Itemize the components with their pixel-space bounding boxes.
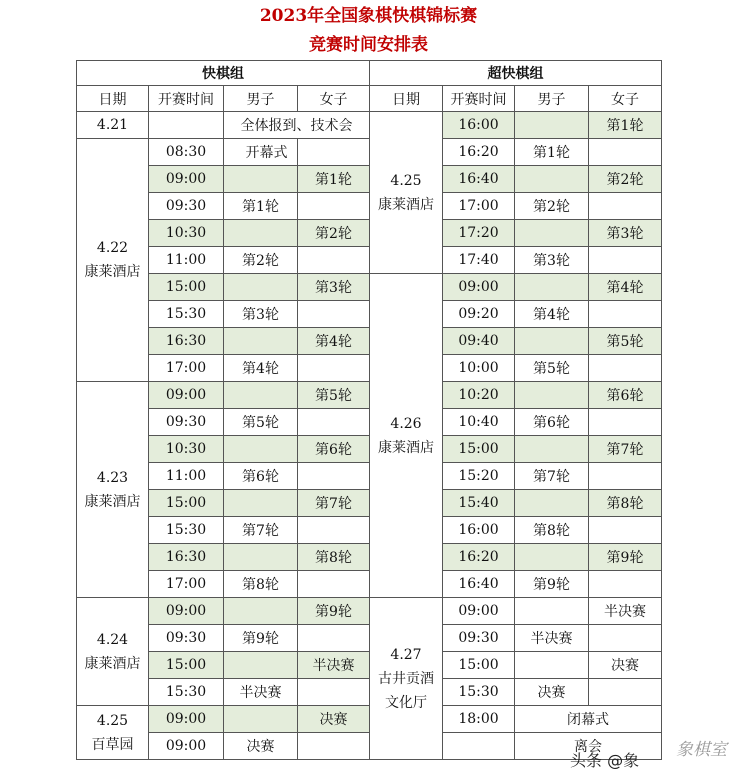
men-cell <box>224 328 298 355</box>
men-cell: 第1轮 <box>515 139 589 166</box>
men-cell: 半决赛 <box>515 625 589 652</box>
women-cell: 第7轮 <box>298 490 370 517</box>
time-cell: 10:30 <box>149 220 224 247</box>
time-cell: 16:20 <box>443 544 515 571</box>
women-cell: 第4轮 <box>589 274 662 301</box>
time-cell: 09:00 <box>149 166 224 193</box>
time-cell: 15:00 <box>149 490 224 517</box>
departure-cell: 离会 <box>515 733 662 760</box>
women-cell <box>298 139 370 166</box>
men-cell: 第2轮 <box>515 193 589 220</box>
time-cell: 10:20 <box>443 382 515 409</box>
women-cell: 第8轮 <box>298 544 370 571</box>
women-cell <box>298 517 370 544</box>
women-cell <box>589 463 662 490</box>
men-cell: 决赛 <box>515 679 589 706</box>
men-cell <box>224 490 298 517</box>
time-cell: 15:00 <box>443 436 515 463</box>
women-cell: 第5轮 <box>589 328 662 355</box>
date-cell: 4.26 康莱酒店 <box>370 274 443 598</box>
women-cell <box>589 571 662 598</box>
time-cell: 15:00 <box>443 652 515 679</box>
header-time: 开赛时间 <box>149 86 224 112</box>
women-cell: 第3轮 <box>298 274 370 301</box>
men-cell: 半决赛 <box>224 679 298 706</box>
women-cell: 第6轮 <box>589 382 662 409</box>
time-cell: 15:00 <box>149 652 224 679</box>
women-cell <box>589 139 662 166</box>
women-cell: 第4轮 <box>298 328 370 355</box>
time-cell: 11:00 <box>149 463 224 490</box>
time-cell: 15:00 <box>149 274 224 301</box>
time-cell: 17:00 <box>149 571 224 598</box>
women-cell: 第1轮 <box>589 112 662 139</box>
time-cell: 15:30 <box>149 679 224 706</box>
section-fast: 快棋组 <box>77 61 370 86</box>
men-cell <box>515 490 589 517</box>
men-cell: 第5轮 <box>224 409 298 436</box>
time-cell: 16:00 <box>443 517 515 544</box>
date-cell: 4.21 <box>77 112 149 139</box>
time-cell: 09:00 <box>149 598 224 625</box>
women-cell <box>589 625 662 652</box>
header-time: 开赛时间 <box>443 86 515 112</box>
men-cell <box>224 382 298 409</box>
men-cell <box>224 598 298 625</box>
date-cell: 4.25 康莱酒店 <box>370 112 443 274</box>
time-cell: 15:30 <box>443 679 515 706</box>
time-cell: 17:20 <box>443 220 515 247</box>
time-cell: 09:00 <box>443 598 515 625</box>
time-cell: 09:40 <box>443 328 515 355</box>
closing-ceremony-cell: 闭幕式 <box>515 706 662 733</box>
men-cell <box>515 544 589 571</box>
women-cell <box>298 625 370 652</box>
men-cell: 第3轮 <box>515 247 589 274</box>
men-cell: 第9轮 <box>224 625 298 652</box>
women-cell <box>298 193 370 220</box>
time-cell: 16:20 <box>443 139 515 166</box>
time-cell: 10:40 <box>443 409 515 436</box>
women-cell <box>298 301 370 328</box>
time-cell: 11:00 <box>149 247 224 274</box>
women-cell: 第6轮 <box>298 436 370 463</box>
men-cell: 第6轮 <box>515 409 589 436</box>
women-cell: 第1轮 <box>298 166 370 193</box>
date-cell: 4.24 康莱酒店 <box>77 598 149 706</box>
women-cell <box>589 517 662 544</box>
women-cell: 决赛 <box>589 652 662 679</box>
page-subtitle: 竞赛时间安排表 <box>309 35 428 55</box>
men-cell <box>224 274 298 301</box>
time-cell: 17:40 <box>443 247 515 274</box>
time-cell: 18:00 <box>443 706 515 733</box>
men-cell: 第8轮 <box>224 571 298 598</box>
registration-cell: 全体报到、技术会 <box>224 112 370 139</box>
date-cell: 4.22 康莱酒店 <box>77 139 149 382</box>
time-cell: 09:00 <box>443 274 515 301</box>
women-cell <box>589 355 662 382</box>
women-cell: 第7轮 <box>589 436 662 463</box>
men-cell <box>515 598 589 625</box>
women-cell <box>298 571 370 598</box>
men-cell: 第7轮 <box>515 463 589 490</box>
men-cell: 第7轮 <box>224 517 298 544</box>
time-cell: 09:00 <box>149 733 224 760</box>
women-cell <box>589 301 662 328</box>
women-cell <box>298 463 370 490</box>
header-men: 男子 <box>515 86 589 112</box>
men-cell: 第1轮 <box>224 193 298 220</box>
time-cell: 15:30 <box>149 517 224 544</box>
header-date: 日期 <box>370 86 443 112</box>
women-cell <box>298 355 370 382</box>
women-cell: 第2轮 <box>589 166 662 193</box>
men-cell <box>224 436 298 463</box>
men-cell <box>224 544 298 571</box>
men-cell: 决赛 <box>224 733 298 760</box>
time-cell: 09:00 <box>149 706 224 733</box>
time-cell: 15:40 <box>443 490 515 517</box>
men-cell: 第4轮 <box>224 355 298 382</box>
time-cell: 09:00 <box>149 382 224 409</box>
time-cell <box>149 112 224 139</box>
women-cell <box>298 679 370 706</box>
header-women: 女子 <box>298 86 370 112</box>
time-cell: 16:00 <box>443 112 515 139</box>
watermark-author: 头条 @象 <box>570 751 640 770</box>
women-cell <box>589 193 662 220</box>
women-cell <box>298 733 370 760</box>
time-cell: 10:00 <box>443 355 515 382</box>
time-cell: 16:40 <box>443 166 515 193</box>
women-cell: 第9轮 <box>589 544 662 571</box>
time-cell: 09:30 <box>149 625 224 652</box>
section-blitz: 超快棋组 <box>370 61 662 86</box>
time-cell: 15:20 <box>443 463 515 490</box>
time-cell: 10:30 <box>149 436 224 463</box>
men-cell: 第3轮 <box>224 301 298 328</box>
fast-chess-table <box>76 60 370 760</box>
women-cell <box>298 409 370 436</box>
blitz-chess-table <box>369 60 662 760</box>
men-cell: 第2轮 <box>224 247 298 274</box>
time-cell: 16:30 <box>149 544 224 571</box>
women-cell: 半决赛 <box>589 598 662 625</box>
header-women: 女子 <box>589 86 662 112</box>
women-cell: 第9轮 <box>298 598 370 625</box>
men-cell: 第5轮 <box>515 355 589 382</box>
men-cell: 第9轮 <box>515 571 589 598</box>
men-cell: 开幕式 <box>224 139 298 166</box>
women-cell: 第3轮 <box>589 220 662 247</box>
watermark-logo: 象棋室 <box>676 740 727 760</box>
header-date: 日期 <box>77 86 149 112</box>
time-cell: 17:00 <box>149 355 224 382</box>
men-cell <box>515 166 589 193</box>
date-cell: 4.23 康莱酒店 <box>77 382 149 598</box>
men-cell <box>224 166 298 193</box>
time-cell: 09:30 <box>149 193 224 220</box>
time-cell: 09:20 <box>443 301 515 328</box>
time-cell <box>443 733 515 760</box>
women-cell <box>589 679 662 706</box>
men-cell: 第6轮 <box>224 463 298 490</box>
time-cell: 09:30 <box>149 409 224 436</box>
women-cell: 第8轮 <box>589 490 662 517</box>
men-cell <box>515 652 589 679</box>
women-cell: 第2轮 <box>298 220 370 247</box>
date-cell: 4.25 百草园 <box>77 706 149 760</box>
header-men: 男子 <box>224 86 298 112</box>
time-cell: 17:00 <box>443 193 515 220</box>
time-cell: 16:40 <box>443 571 515 598</box>
men-cell <box>515 382 589 409</box>
time-cell: 16:30 <box>149 328 224 355</box>
men-cell <box>224 706 298 733</box>
women-cell: 决赛 <box>298 706 370 733</box>
men-cell: 第8轮 <box>515 517 589 544</box>
men-cell <box>515 328 589 355</box>
men-cell <box>515 112 589 139</box>
men-cell: 第4轮 <box>515 301 589 328</box>
men-cell <box>515 220 589 247</box>
men-cell <box>515 274 589 301</box>
page-title: 2023年全国象棋快棋锦标赛 <box>259 6 478 26</box>
women-cell: 第5轮 <box>298 382 370 409</box>
men-cell <box>224 220 298 247</box>
time-cell: 15:30 <box>149 301 224 328</box>
men-cell <box>515 436 589 463</box>
men-cell <box>224 652 298 679</box>
women-cell <box>589 247 662 274</box>
women-cell <box>589 409 662 436</box>
time-cell: 09:30 <box>443 625 515 652</box>
women-cell <box>298 247 370 274</box>
time-cell: 08:30 <box>149 139 224 166</box>
women-cell: 半决赛 <box>298 652 370 679</box>
date-cell: 4.27 古井贡酒 文化厅 <box>370 598 443 760</box>
